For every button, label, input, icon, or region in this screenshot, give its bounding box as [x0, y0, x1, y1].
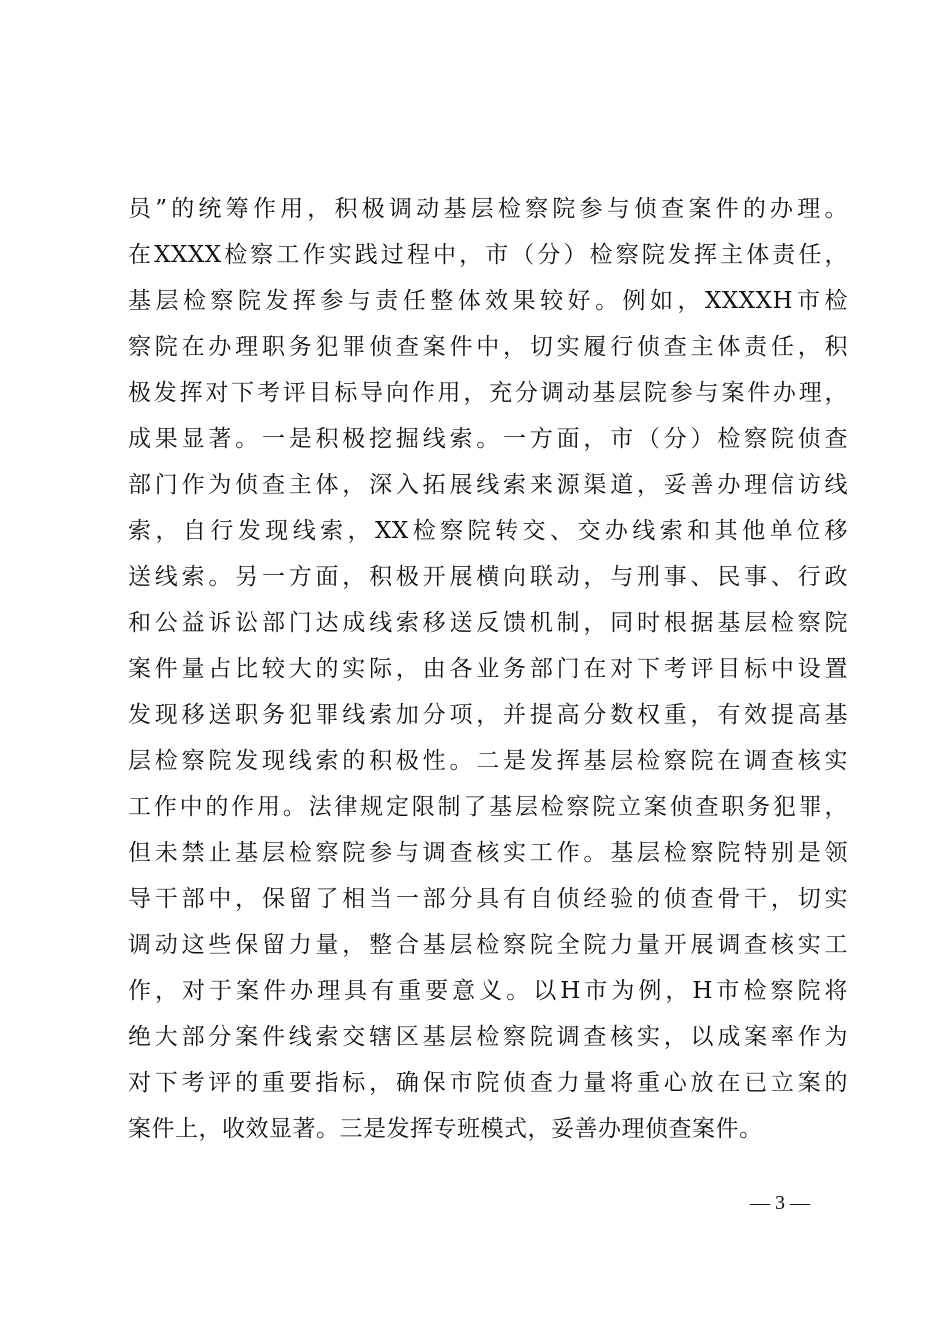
text-line: 发现移送职务犯罪线索加分项，并提高分数权重，有效提高基: [128, 702, 848, 728]
text-line: 部门作为侦查主体，深入拓展线索来源渠道，妥善办理信访线: [128, 472, 848, 498]
text-line: 极发挥对下考评目标导向作用，充分调动基层院参与案件办理，: [128, 380, 848, 406]
text-line: 案件上，收效显著。三是发挥专班模式，妥善办理侦查案件。: [128, 1116, 763, 1142]
text-line: 索，自行发现线索，XX检察院转交、交办线索和其他单位移: [128, 518, 848, 544]
text-line: 在XXXX检察工作实践过程中，市（分）检察院发挥主体责任，: [128, 242, 848, 268]
text-line: 工作中的作用。法律规定限制了基层检察院立案侦查职务犯罪，: [128, 794, 848, 820]
text-line: 但未禁止基层检察院参与调查核实工作。基层检察院特别是领: [128, 840, 848, 866]
text-line: 察院在办理职务犯罪侦查案件中，切实履行侦查主体责任，积: [128, 334, 848, 360]
text-line: 基层检察院发挥参与责任整体效果较好。例如，XXXXH市检: [128, 288, 848, 314]
page-number: — 3 —: [750, 1192, 810, 1214]
text-line: 员”的统筹作用，积极调动基层检察院参与侦查案件的办理。: [128, 196, 848, 222]
document-body: [128, 186, 848, 1152]
text-line: 案件量占比较大的实际，由各业务部门在对下考评目标中设置: [128, 656, 848, 682]
text-line: 导干部中，保留了相当一部分具有自侦经验的侦查骨干，切实: [128, 886, 848, 912]
text-line: 绝大部分案件线索交辖区基层检察院调查核实，以成案率作为: [128, 1024, 848, 1050]
text-line: 作，对于案件办理具有重要意义。以H市为例，H市检察院将: [128, 978, 848, 1004]
text-line: 和公益诉讼部门达成线索移送反馈机制，同时根据基层检察院: [128, 610, 848, 636]
text-line: 送线索。另一方面，积极开展横向联动，与刑事、民事、行政: [128, 564, 848, 590]
text-line: 层检察院发现线索的积极性。二是发挥基层检察院在调查核实: [128, 748, 848, 774]
text-line: 成果显著。一是积极挖掘线索。一方面，市（分）检察院侦查: [128, 426, 848, 452]
text-line: 对下考评的重要指标，确保市院侦查力量将重心放在已立案的: [128, 1070, 848, 1096]
text-line: 调动这些保留力量，整合基层检察院全院力量开展调查核实工: [128, 932, 848, 958]
